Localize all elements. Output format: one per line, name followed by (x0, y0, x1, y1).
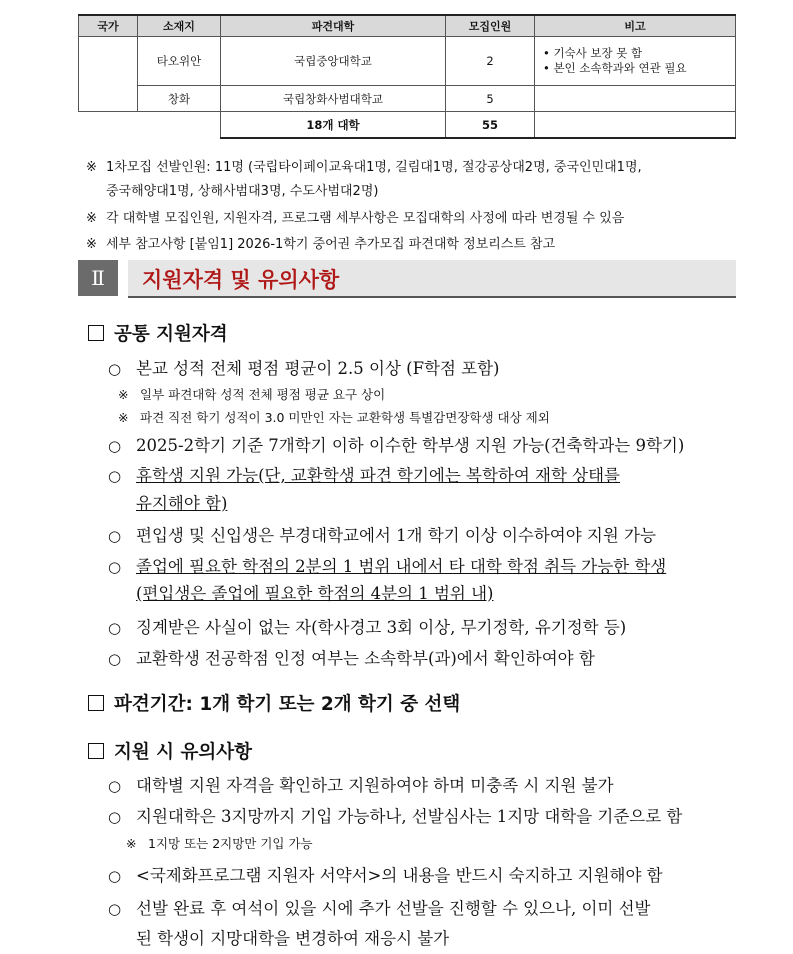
caution-heading-text: 지원 시 유의사항 (114, 742, 252, 763)
note-line: • 기숙사 보장 못 함 (543, 46, 643, 60)
list-item (108, 645, 595, 669)
item-text: 편입생 및 신입생은 부경대학교에서 1개 학기 이상 이수하여야 지원 가능 (136, 526, 656, 545)
list-item (108, 462, 620, 486)
circle-bullet-icon: ○ (108, 900, 122, 918)
header-country: 국가 (79, 15, 138, 37)
header-notes: 비고 (535, 15, 736, 37)
item-text: 교환학생 전공학점 인정 여부는 소속학부(과)에서 확인하여야 함 (136, 649, 595, 668)
circle-bullet-icon: ○ (108, 650, 122, 668)
item-text: 선발 완료 후 여석이 있을 시에 추가 선발을 진행할 수 있으나, 이미 선발 (136, 899, 651, 918)
note-2 (86, 207, 624, 226)
item-text: 징계받은 사실이 없는 자(학사경고 3회 이상, 무기정학, 유기정학 등) (136, 618, 627, 637)
circle-bullet-icon: ○ (108, 619, 122, 637)
item-continuation: (편입생은 졸업에 필요한 학점의 4분의 1 범위 내) (136, 584, 494, 603)
note-mark: ※ (86, 160, 97, 175)
sub-note (118, 385, 385, 403)
note-mark: ※ (86, 237, 97, 252)
note-text: 세부 참고사항 [붙임1] 2026-1학기 중어권 추가모집 파견대학 정보리스트 참고 (106, 237, 556, 252)
header-location: 소재지 (138, 15, 221, 37)
circle-bullet-icon: ○ (108, 558, 122, 576)
header-count: 모집인원 (446, 15, 535, 37)
circle-bullet-icon: ○ (108, 867, 122, 885)
header-university: 파견대학 (221, 15, 446, 37)
item-text: 지원대학은 3지망까지 기입 가능하나, 선발심사는 1지망 대학을 기준으로 함 (136, 807, 683, 826)
table-header-row (79, 15, 736, 37)
university-table (78, 14, 736, 139)
list-item (108, 522, 656, 546)
table-total-row (79, 112, 736, 139)
table-row (79, 86, 736, 112)
list-item (108, 895, 650, 919)
item-text: 대학별 지원 자격을 확인하고 지원하여야 하며 미충족 시 지원 불가 (136, 776, 614, 795)
sub-text: 1지망 또는 2지망만 기입 가능 (148, 836, 313, 851)
sub-mark: ※ (118, 387, 129, 402)
list-item (108, 862, 663, 886)
checkbox-square-icon (88, 325, 104, 341)
note-line: • 본인 소속학과와 연관 필요 (543, 61, 687, 75)
count-cell: 5 (446, 86, 535, 112)
university-cell: 국립창화사범대학교 (221, 86, 446, 112)
section-title-bar (128, 260, 736, 298)
total-count: 55 (446, 112, 535, 139)
university-cell: 국립중앙대학교 (221, 37, 446, 86)
note-1-cont: 중국해양대1명, 상해사범대3명, 수도사범대2명) (106, 184, 379, 199)
item-text: 졸업에 필요한 학점의 2분의 1 범위 내에서 타 대학 학점 취득 가능한 학생 (136, 557, 667, 576)
location-cell: 창화 (138, 86, 221, 112)
circle-bullet-icon: ○ (108, 467, 122, 485)
country-cell (79, 37, 138, 112)
list-item (108, 803, 682, 827)
notes-cell (535, 86, 736, 112)
sub-text: 파견 직전 학기 성적이 3.0 미만인 자는 교환학생 특별감면장학생 대상 제외 (140, 410, 550, 425)
circle-bullet-icon: ○ (108, 808, 122, 826)
circle-bullet-icon: ○ (108, 527, 122, 545)
total-blank-cell (79, 112, 221, 139)
item-text: <국제화프로그램 지원자 서약서>의 내용을 반드시 숙지하고 지원해야 함 (136, 866, 663, 885)
note-3 (86, 233, 555, 252)
table-row (79, 37, 736, 86)
list-item (108, 355, 500, 379)
list-item (108, 772, 614, 796)
list-item (108, 432, 684, 456)
section-title: 지원자격 및 유의사항 (142, 268, 340, 292)
list-item (108, 614, 626, 638)
common-heading-text: 공통 지원자격 (114, 324, 228, 345)
list-item (108, 553, 666, 577)
section-number: Ⅱ (78, 260, 118, 296)
period-heading-text: 파견기간: 1개 학기 또는 2개 학기 중 선택 (114, 694, 461, 715)
period-heading (88, 690, 460, 716)
item-continuation: 유지해야 함) (136, 494, 228, 513)
note-text: 1차모집 선발인원: 11명 (국립타이페이교육대1명, 길림대1명, 절강공상대2명, 중국인민대1명, (106, 160, 642, 175)
sub-mark: ※ (126, 836, 137, 851)
sub-note (126, 834, 313, 852)
item-continuation: 된 학생이 지망대학을 변경하여 재응시 불가 (136, 929, 450, 948)
caution-heading (88, 738, 252, 764)
circle-bullet-icon: ○ (108, 777, 122, 795)
location-cell: 타오위안 (138, 37, 221, 86)
count-cell: 2 (446, 37, 535, 86)
item-text: 2025-2학기 기준 7개학기 이하 이수한 학부생 지원 가능(건축학과는 9학기) (136, 436, 685, 455)
circle-bullet-icon: ○ (108, 360, 122, 378)
total-label: 18개 대학 (221, 112, 446, 139)
sub-mark: ※ (118, 410, 129, 425)
note-text: 각 대학별 모집인원, 지원자격, 프로그램 세부사항은 모집대학의 사정에 따라 변경될 수 있음 (106, 211, 625, 226)
item-text: 본교 성적 전체 평점 평균이 2.5 이상 (F학점 포함) (136, 359, 500, 378)
note-mark: ※ (86, 211, 97, 226)
sub-note (118, 408, 550, 426)
sub-text: 일부 파견대학 성적 전체 평점 평균 요구 상이 (140, 387, 386, 402)
item-text: 휴학생 지원 가능(단, 교환학생 파견 학기에는 복학하여 재학 상태를 (136, 466, 620, 485)
circle-bullet-icon: ○ (108, 437, 122, 455)
total-notes-cell (535, 112, 736, 139)
note-1 (86, 156, 642, 175)
checkbox-square-icon (88, 695, 104, 711)
common-heading (88, 320, 228, 346)
notes-cell (535, 37, 736, 86)
checkbox-square-icon (88, 743, 104, 759)
